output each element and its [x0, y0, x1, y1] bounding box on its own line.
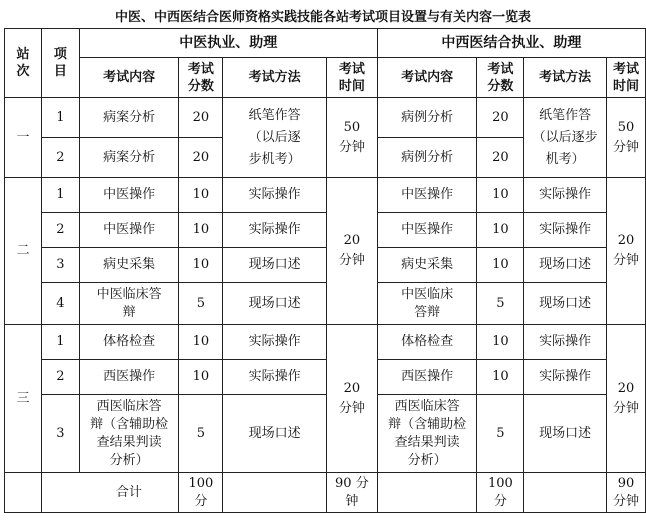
int-content: 病例分析: [377, 138, 477, 178]
item-number: 3: [41, 395, 79, 473]
total-label: 合计: [79, 473, 179, 513]
header-int-content: 考试内容: [377, 58, 477, 98]
tcm-time: 20 分钟: [326, 178, 377, 325]
item-number: 2: [41, 138, 79, 178]
tcm-time: 50 分钟: [326, 98, 377, 178]
total-int-time: 90 分钟: [607, 473, 646, 513]
int-score: 5: [477, 395, 524, 473]
item-number: 1: [41, 178, 79, 213]
int-time: 50 分钟: [607, 98, 646, 178]
table-row: [5, 360, 646, 395]
item-number: 1: [41, 325, 79, 360]
tcm-method: 实际操作: [223, 325, 327, 360]
tcm-score: 20: [179, 98, 223, 138]
header-group-tcm: 中医执业、助理: [79, 29, 377, 58]
int-score: 20: [477, 138, 524, 178]
item-number: 3: [41, 248, 79, 283]
tcm-content: 西医临床答 辩（含辅助检 查结果判读 分析）: [79, 395, 179, 473]
table-row: [5, 283, 646, 325]
header-int-method: 考试方法: [524, 58, 607, 98]
header-tcm-content: 考试内容: [79, 58, 179, 98]
tcm-time: 20 分钟: [326, 325, 377, 473]
tcm-method: 实际操作: [223, 213, 327, 248]
header-int-score: 考试 分数: [477, 58, 524, 98]
total-int-score: 100 分: [477, 473, 524, 513]
total-station-cell: [5, 473, 42, 513]
int-time: 20 分钟: [607, 178, 646, 325]
tcm-method: 现场口述: [223, 283, 327, 325]
header-row-groups: [5, 29, 646, 58]
tcm-score: 10: [179, 248, 223, 283]
tcm-content: 体格检查: [79, 325, 179, 360]
tcm-content: 中医临床答 辩: [79, 283, 179, 325]
int-score: 10: [477, 213, 524, 248]
tcm-method: 实际操作: [223, 178, 327, 213]
int-content: 中医临床 答辩: [377, 283, 477, 325]
table-row: [5, 395, 646, 473]
tcm-score: 10: [179, 213, 223, 248]
tcm-method: 纸笔作答 （以后逐 步机考）: [223, 98, 327, 178]
int-time: 20 分钟: [607, 325, 646, 473]
int-method: 实际操作: [524, 360, 607, 395]
item-number: 1: [41, 98, 79, 138]
int-content: 中医操作: [377, 178, 477, 213]
tcm-content: 中医操作: [79, 178, 179, 213]
item-number: 4: [41, 283, 79, 325]
table-row: [5, 98, 646, 138]
int-score: 10: [477, 178, 524, 213]
tcm-score: 10: [179, 178, 223, 213]
int-score: 10: [477, 325, 524, 360]
tcm-score: 5: [179, 395, 223, 473]
int-content: 西医临床答 辩（含辅助检 查结果判读 分析）: [377, 395, 477, 473]
int-content: 病史采集: [377, 248, 477, 283]
int-method: 实际操作: [524, 325, 607, 360]
tcm-content: 病史采集: [79, 248, 179, 283]
tcm-score: 20: [179, 138, 223, 178]
tcm-method: 现场口述: [223, 395, 327, 473]
header-tcm-time: 考试 时间: [326, 58, 377, 98]
int-score: 20: [477, 98, 524, 138]
exam-table: [4, 28, 646, 513]
tcm-content: 病案分析: [79, 138, 179, 178]
total-tcm-score: 100 分: [179, 473, 223, 513]
table-row: [5, 213, 646, 248]
header-group-integrated: 中西医结合执业、助理: [377, 29, 645, 58]
total-tcm-time: 90 分 钟: [326, 473, 377, 513]
header-row-columns: [5, 58, 646, 98]
tcm-content: 西医操作: [79, 360, 179, 395]
table-row: [5, 178, 646, 213]
tcm-content: 病案分析: [79, 98, 179, 138]
tcm-content: 中医操作: [79, 213, 179, 248]
tcm-score: 10: [179, 325, 223, 360]
int-method: 现场口述: [524, 248, 607, 283]
header-tcm-score: 考试 分数: [179, 58, 223, 98]
int-content: 西医操作: [377, 360, 477, 395]
int-content: 体格检查: [377, 325, 477, 360]
table-row: [5, 248, 646, 283]
header-tcm-method: 考试方法: [223, 58, 327, 98]
tcm-method: 现场口述: [223, 248, 327, 283]
tcm-score: 10: [179, 360, 223, 395]
total-item-cell: [41, 473, 79, 513]
int-content: 中医操作: [377, 213, 477, 248]
int-score: 5: [477, 283, 524, 325]
tcm-score: 5: [179, 283, 223, 325]
tcm-method: 实际操作: [223, 360, 327, 395]
station-label: 三: [5, 325, 42, 473]
table-row: [5, 325, 646, 360]
int-method: 实际操作: [524, 178, 607, 213]
header-int-time: 考试 时间: [607, 58, 646, 98]
int-content: 病例分析: [377, 98, 477, 138]
header-item: 项 目: [41, 29, 79, 98]
total-row: [5, 473, 646, 513]
int-score: 10: [477, 360, 524, 395]
station-label: 二: [5, 178, 42, 325]
header-station: 站 次: [5, 29, 42, 98]
int-method: 实际操作: [524, 213, 607, 248]
page-title: 中医、中西医结合医师资格实践技能各站考试项目设置与有关内容一览表: [114, 10, 531, 25]
int-score: 10: [477, 248, 524, 283]
int-method: 现场口述: [524, 395, 607, 473]
total-tcm-method: [223, 473, 327, 513]
total-int-method: [524, 473, 607, 513]
int-method: 纸笔作答 （以后逐步 机考）: [524, 98, 607, 178]
item-number: 2: [41, 213, 79, 248]
station-label: 一: [5, 98, 42, 178]
int-method: 现场口述: [524, 283, 607, 325]
item-number: 2: [41, 360, 79, 395]
total-int-content: [377, 473, 477, 513]
